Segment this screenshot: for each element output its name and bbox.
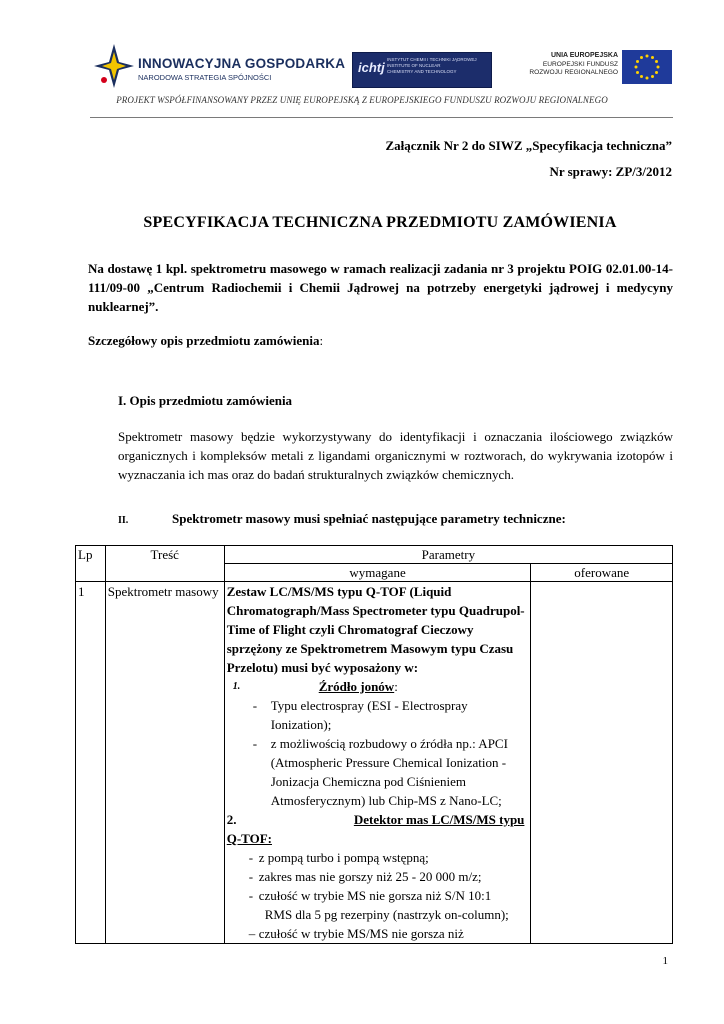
ichtj-mark: ichtj [358, 60, 385, 75]
list-dash: - [252, 736, 258, 751]
row-wymagane [224, 582, 531, 944]
detail-label: Szczegółowy opis przedmiotu zamówienia [88, 333, 320, 348]
innowacyjna-gospodarka-logo [92, 42, 346, 92]
sub2-title: Detektor mas LC/MS/MS typu [353, 812, 525, 827]
intro-paragraph: Na dostawę 1 kpl. spektrometru masowego w ramach realizacji zadania nr 3 projektu POIG 02.01.00-14-111/09-00 „Centrum Radiochemii i Chemii Jądrowej na potrzeby energetyki jądrowej i medycyny nuklearnej”. [88, 261, 673, 314]
table-row [76, 582, 673, 944]
ichtj-line-2: INSTITUTE OF NUCLEAR [387, 63, 441, 69]
eu-line-1: UNIA EUROPEJSKA [550, 52, 618, 59]
header-oferowane: oferowane [531, 564, 673, 582]
list-text: z pompą turbo i pompą wstępną; [258, 850, 429, 865]
sub2-number: 2. [226, 812, 237, 827]
case-number: Nr sprawy: ZP/3/2012 [549, 164, 672, 179]
sub2-heading [227, 810, 529, 829]
specification-table [75, 545, 673, 944]
ichtj-line-3: CHEMISTRY AND TECHNOLOGY [387, 69, 457, 75]
list-text: czułość w trybie MS/MS nie gorsza niż [258, 926, 464, 941]
ichtj-logo [352, 52, 492, 88]
header-wymagane: wymagane [224, 564, 531, 582]
logo-subtitle: NARODOWA STRATEGIA SPÓJNOŚCI [138, 73, 272, 82]
list-item [227, 924, 529, 943]
section-2-number: II. [118, 515, 129, 526]
section-1-heading: I. Opis przedmiotu zamówienia [118, 393, 293, 408]
header-divider [90, 117, 673, 118]
list-dash: – [248, 926, 256, 941]
page-number: 1 [662, 955, 668, 967]
sub1-heading [227, 677, 529, 696]
detail-colon: : [319, 333, 324, 348]
list-text: Typu electrospray (ESI - Electrospray Ionization); [270, 698, 468, 732]
list-text: z możliwością rozbudowy o źródła np.: APCI (Atmospheric Pressure Chemical Ionization - Jonizacja Chemiczna pod Ciśnieniem Atmosferycznym) lub Chip-MS z Nano-LC; [270, 736, 508, 808]
header-tresc: Treść [105, 546, 224, 582]
list-dash: - [248, 869, 254, 884]
project-cofinancing-line: PROJEKT WSPÓŁFINANSOWANY PRZEZ UNIĘ EUROPEJSKĄ Z EUROPEJSKIEGO FUNDUSZU ROZWOJU REGIONALNEGO [116, 95, 608, 105]
section-2-heading [118, 511, 566, 527]
list-item [227, 867, 529, 886]
eu-line-2: EUROPEJSKI FUNDUSZ [542, 60, 618, 68]
list-text: zakres mas nie gorszy niż 25 - 20 000 m/z; [258, 869, 482, 884]
annex-label: Załącznik Nr 2 do SIWZ „Specyfikacja techniczna” [385, 138, 672, 153]
list-dash: - [248, 850, 254, 865]
strategy-star-icon [92, 42, 136, 92]
eu-logo [528, 48, 674, 88]
list-item [227, 886, 529, 905]
ichtj-line-1: INSTYTUT CHEMII I TECHNIKI JĄDROWEJ [387, 57, 477, 62]
list-item [227, 848, 529, 867]
section-2-title: Spektrometr masowy musi spełniać następujące parametry techniczne: [172, 511, 566, 526]
sub1-title: Źródło jonów [318, 679, 395, 694]
sub2-title-continued: Q-TOF: [226, 831, 272, 846]
list-text: czułość w trybie MS nie gorsza niż S/N 10:1 [258, 888, 492, 903]
eu-line-3: ROZWOJU REGIONALNEGO [529, 69, 618, 77]
header-lp: Lp [76, 546, 106, 582]
header-parametry: Parametry [224, 546, 672, 564]
row-lp: 1 [76, 582, 106, 944]
list-dash: - [248, 888, 254, 903]
eu-flag-icon [622, 50, 672, 84]
logo-title: INNOWACYJNA GOSPODARKA [138, 56, 346, 71]
list-text-continued: RMS dla 5 pg rezerpiny (nastrzyk on-column); [264, 907, 509, 922]
list-dash: - [252, 698, 258, 713]
list-item [227, 734, 529, 810]
sub1-number: 1. [232, 681, 241, 692]
sub1-colon: : [394, 679, 398, 694]
list-item [227, 696, 529, 734]
row-intro: Zestaw LC/MS/MS typu Q-TOF (Liquid Chromatograph/Mass Spectrometer typu Quadrupol-Time of Flight czyli Chromatograf Cieczowy sprzężony ze Spektrometrem Masowym typu Czasu Przelotu) musi być wyposażony w: [226, 584, 525, 675]
row-tresc: Spektrometr masowy [105, 582, 224, 944]
detail-heading [88, 333, 323, 349]
section-1-body: Spektrometr masowy będzie wykorzystywany do identyfikacji i oznaczania ilościowego związków organicznych i kompleksów metali z ligandami organicznymi w roztworach, do wykrywania izotopów i wyznaczania ich mas oraz do badań strukturalnych związków chemicznych. [118, 429, 673, 482]
page-title: SPECYFIKACJA TECHNICZNA PRZEDMIOTU ZAMÓWIENIA [143, 214, 617, 231]
row-oferowane [531, 582, 673, 944]
